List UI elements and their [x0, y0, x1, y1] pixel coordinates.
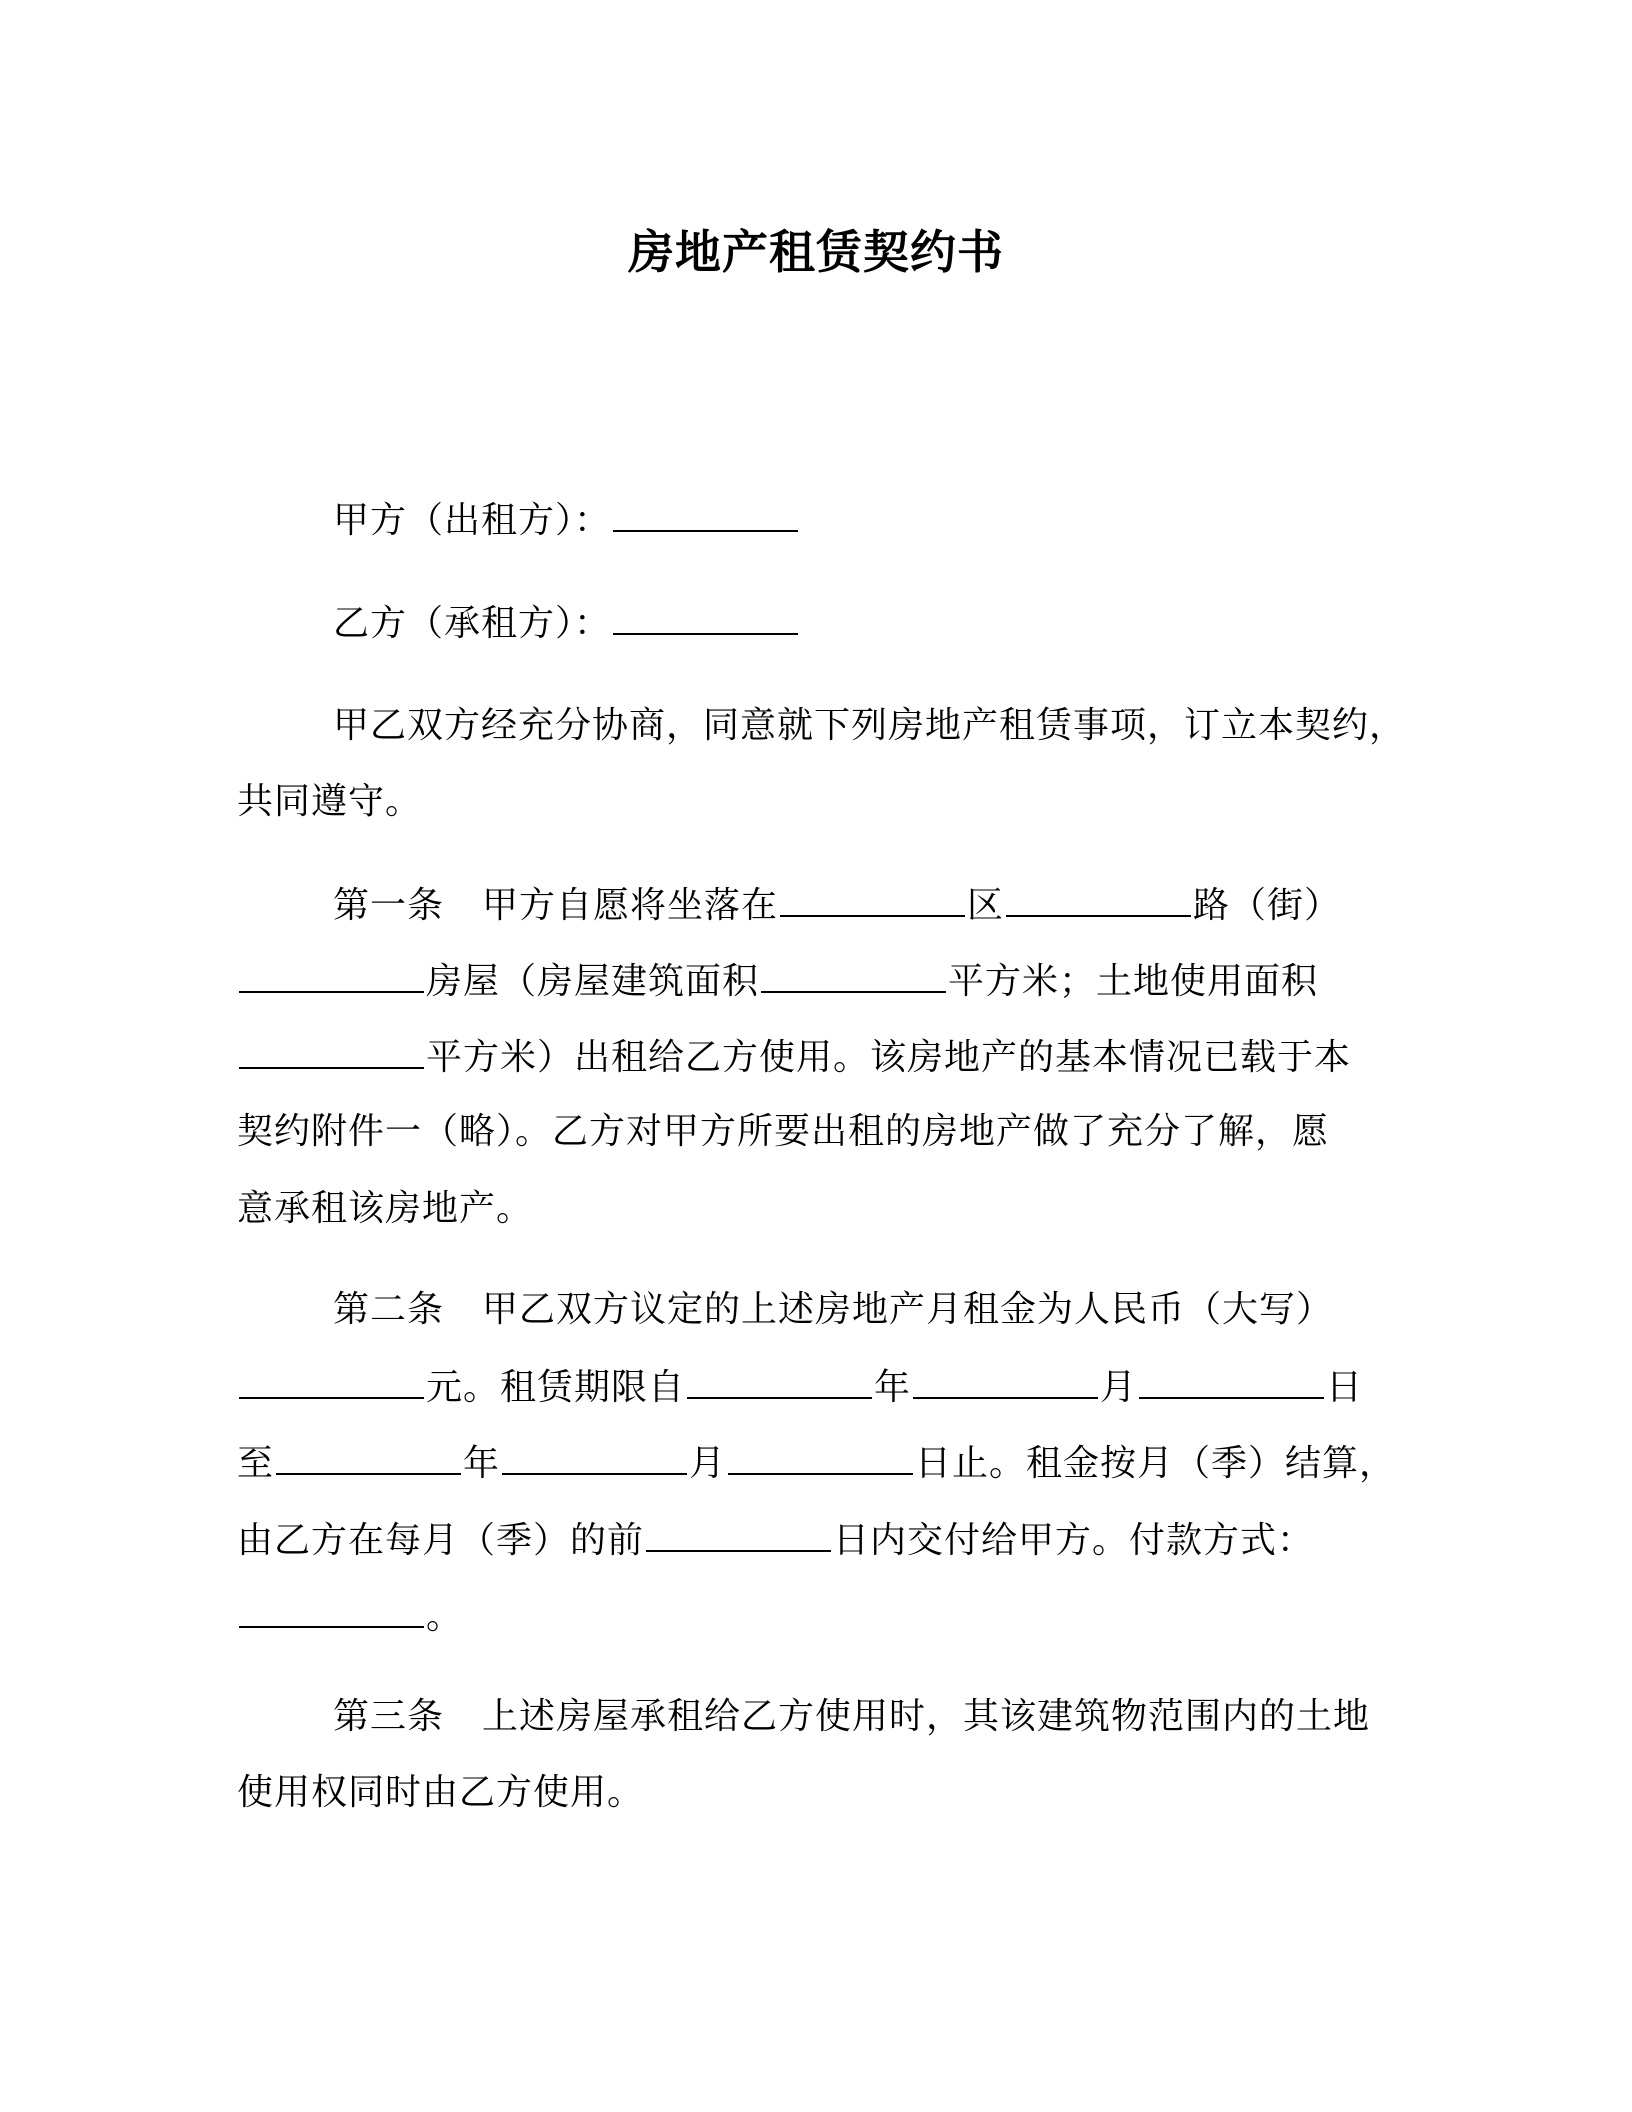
start-month-blank: [913, 1361, 1098, 1399]
article1-line-1: 第一条 甲方自愿将坐落在 区 路（街）: [333, 879, 1341, 931]
building-area-blank: [761, 955, 946, 993]
party-a-blank: [613, 494, 798, 532]
article3-line-1: 第三条 上述房屋承租给乙方使用时，其该建筑物范围内的土地: [333, 1696, 1371, 1737]
intro-line-2: 共同遵守。: [237, 781, 423, 822]
road-blank: [1006, 879, 1191, 917]
house-number-blank: [239, 955, 424, 993]
party-b-blank: [613, 597, 798, 635]
end-year-blank: [276, 1437, 461, 1475]
article1-line-5: 意承租该房地产。: [237, 1188, 534, 1229]
article1-line-4: 契约附件一（略）。乙方对甲方所要出租的房地产做了充分了解，愿: [237, 1111, 1330, 1152]
party-b-line: [333, 597, 800, 649]
payment-days-blank: [646, 1514, 831, 1552]
article2-heading: 第二条: [333, 1289, 445, 1330]
article2-line-2: 元。租赁期限自 年 月 日: [237, 1361, 1363, 1413]
party-b-label: 乙方（承租方）：: [333, 603, 612, 644]
article2-line-5: 。: [237, 1590, 463, 1642]
article2-line-3: 至 年 月 日止。租金按月（季）结算，: [237, 1437, 1396, 1489]
land-area-blank: [239, 1031, 424, 1069]
page-title: 房地产租赁契约书: [628, 225, 1004, 279]
start-day-blank: [1139, 1361, 1324, 1399]
article1-line-2: 房屋（房屋建筑面积 平方米；土地使用面积: [237, 955, 1318, 1007]
party-a-label: 甲方（出租方）：: [333, 500, 612, 541]
end-month-blank: [502, 1437, 687, 1475]
intro-line-1: 甲乙双方经充分协商，同意就下列房地产租赁事项，订立本契约，: [333, 705, 1407, 746]
end-day-blank: [728, 1437, 913, 1475]
district-blank: [780, 879, 965, 917]
article3-heading: 第三条: [333, 1696, 445, 1737]
article2-line-1: 第二条 甲乙双方议定的上述房地产月租金为人民币（大写）: [333, 1289, 1334, 1330]
article1-line-3: 平方米）出租给乙方使用。该房地产的基本情况已载于本: [237, 1031, 1351, 1083]
article1-heading: 第一条: [333, 885, 445, 926]
start-year-blank: [687, 1361, 872, 1399]
payment-method-blank: [239, 1590, 424, 1628]
article3-line-2: 使用权同时由乙方使用。: [237, 1772, 645, 1813]
article2-line-4: 由乙方在每月（季）的前 日内交付给甲方。付款方式：: [237, 1514, 1314, 1566]
party-a-line: [333, 494, 800, 546]
rent-amount-blank: [239, 1361, 424, 1399]
